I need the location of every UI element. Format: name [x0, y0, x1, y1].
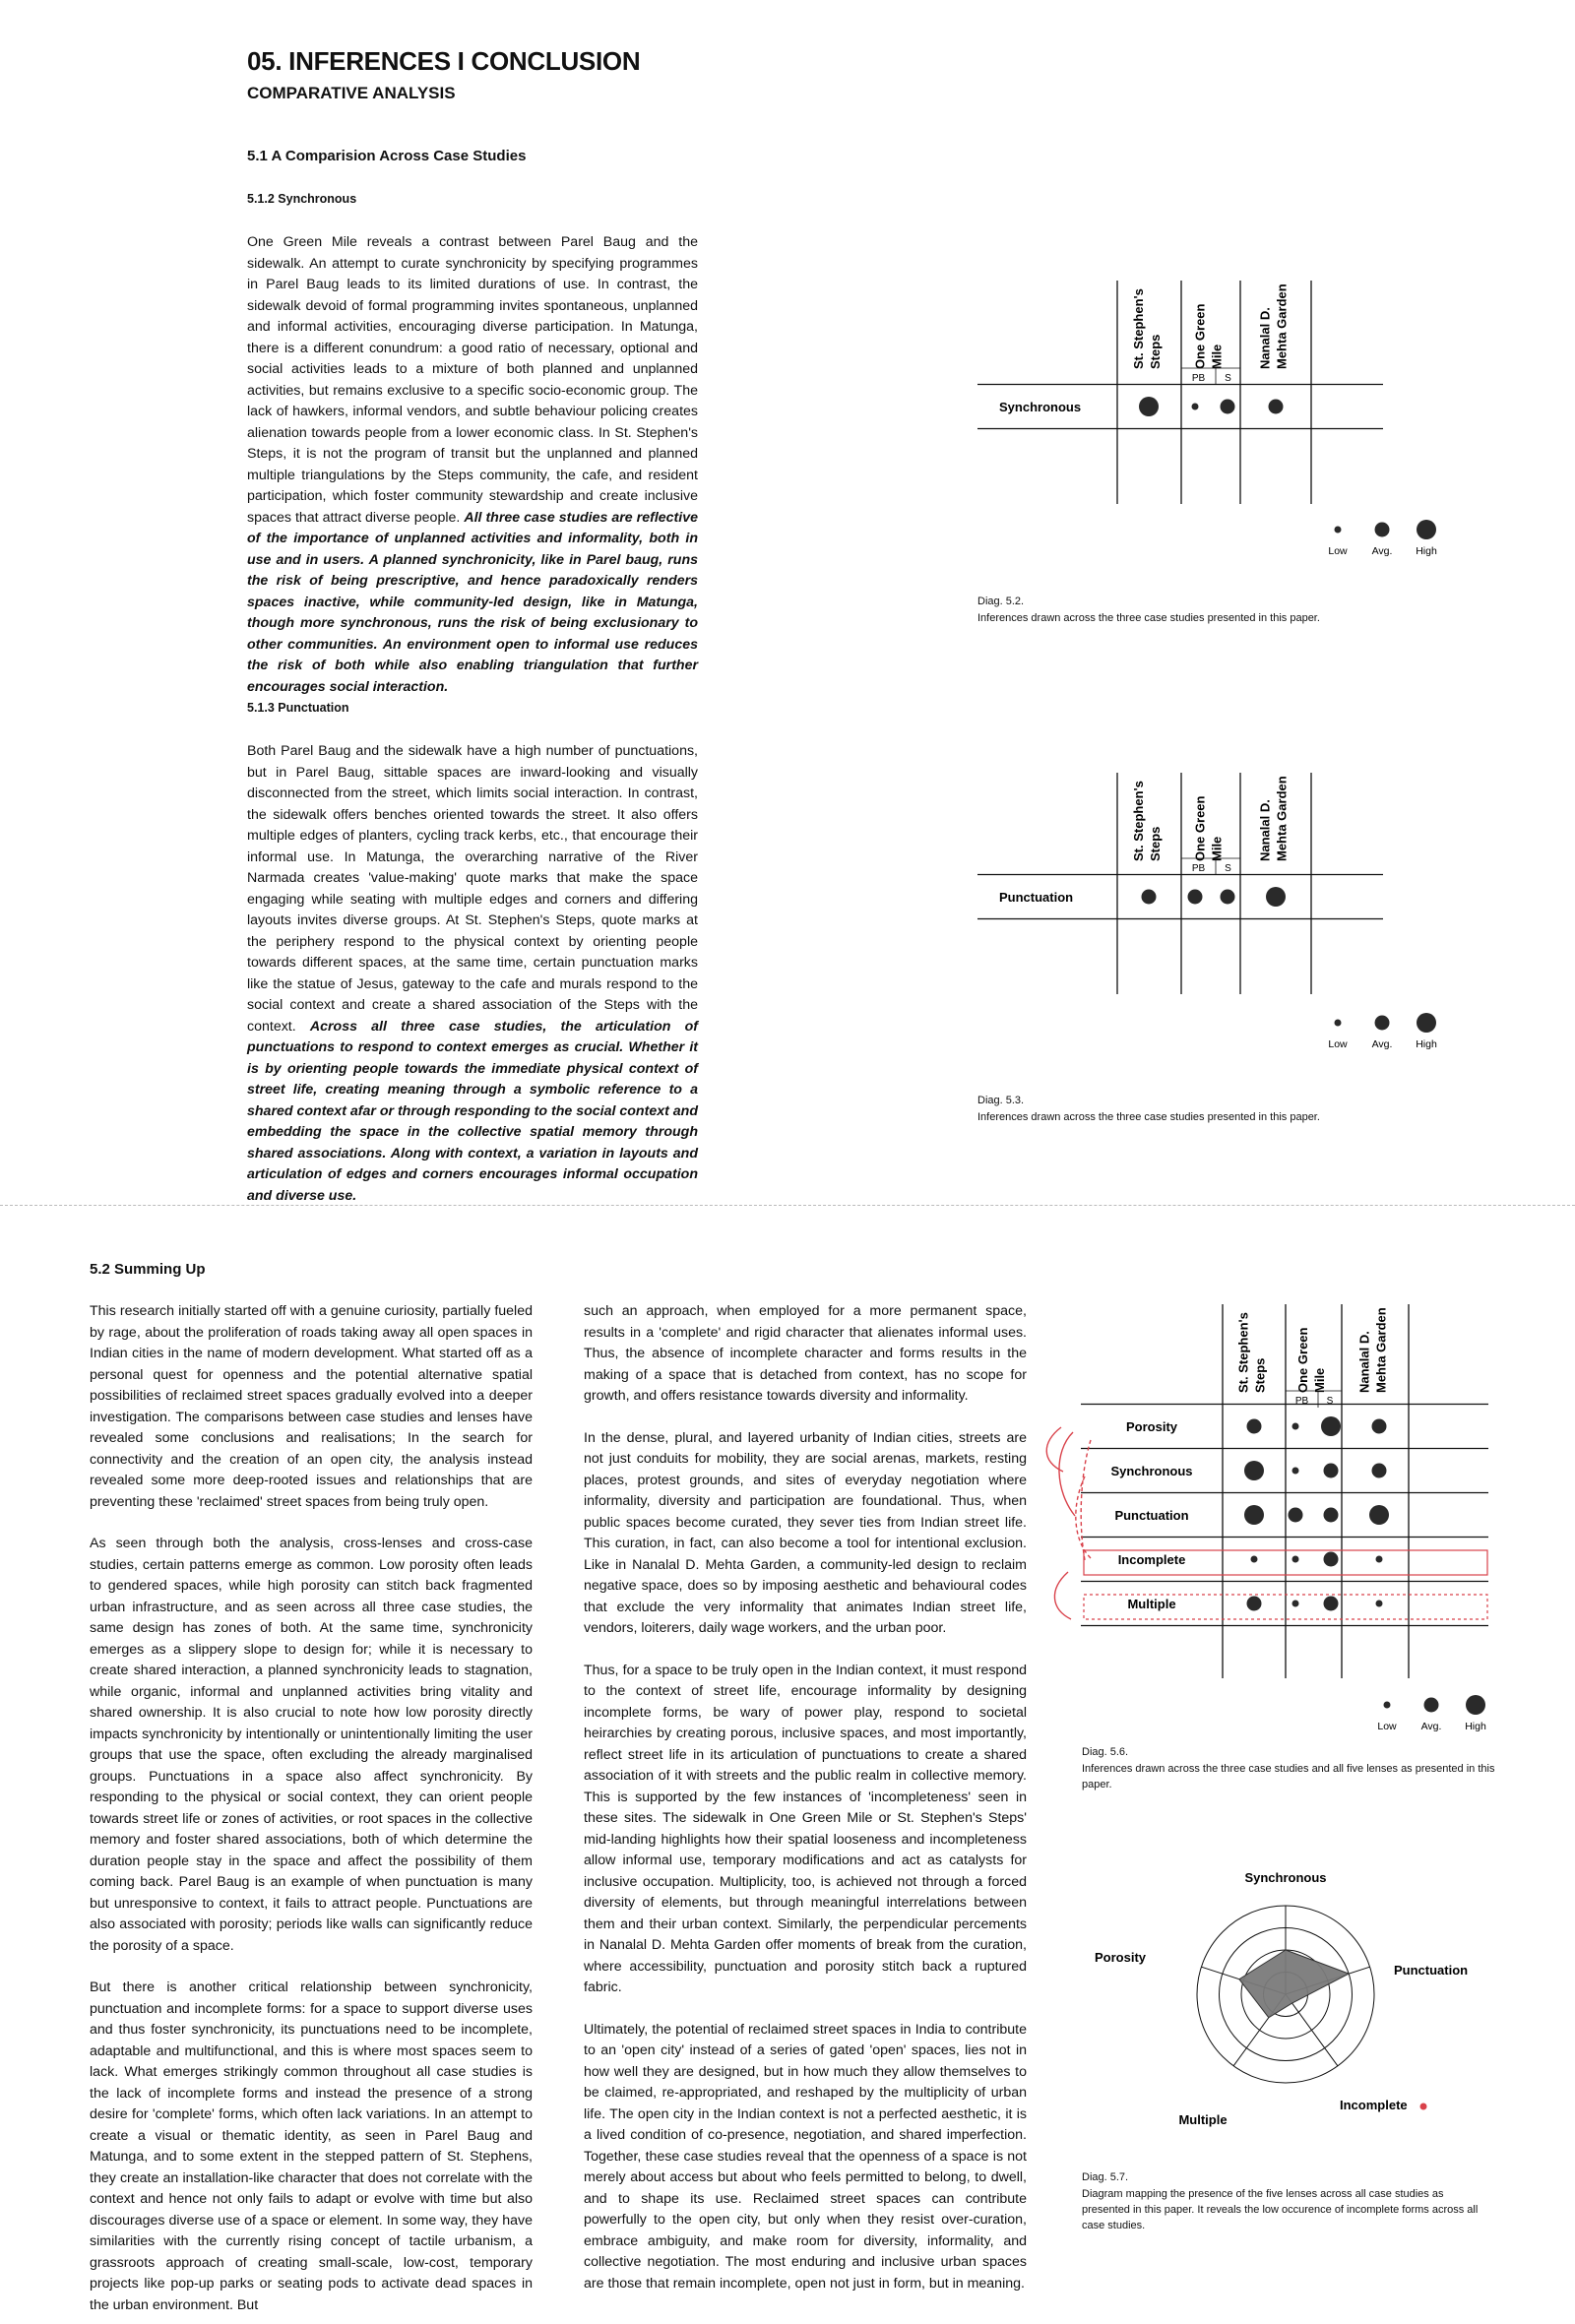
dot-synchronous-2	[1221, 400, 1235, 414]
row-label-synchronous: Synchronous	[999, 400, 1082, 414]
diag-5-3-matrix	[975, 763, 1437, 1058]
chapter-subtitle: COMPARATIVE ANALYSIS	[247, 84, 456, 102]
radar-area	[1239, 1950, 1349, 2018]
legend-dot-high	[1417, 1013, 1436, 1033]
dot-synchronous-1	[1292, 1468, 1299, 1475]
dot-punctuation-0	[1142, 890, 1157, 905]
col-one-green-mile-header: One Green	[1295, 1327, 1310, 1393]
col2-paragraph-1: such an approach, when employed for a more permanent space, results in a 'complete' and rigid character that alienates informal uses. Thus, the absence of incomplete character and forms results in the making of a space that is detached from context, has no scope for growth, and offers resistance towards diversity and informality.	[584, 1303, 1027, 1404]
legend-label-avg: Avg.	[1371, 545, 1393, 557]
summing-up-column-2	[584, 1301, 1027, 2294]
legend-dot-high	[1417, 520, 1436, 539]
dot-synchronous-0	[1139, 397, 1159, 416]
col1-paragraph-1: This research initially started off with a genuine curiosity, partially fueled by rage, about the proliferation of roads taking away all open spaces in Indian cities in the name of modern development. What started off as a personal quest for openness and the potential alternative spatial possibilities of reclaimed street spaces gradually evolved into a deeper investigation. The comparisons between case studies and lenses have revealed some conclusions and realisations; In the search for connectivity and the creation of an open city, the analysis instead revealed some more deep-rooted issues and relationships that are preventing these 'reclaimed' street spaces from being truly open.	[90, 1303, 533, 1510]
dot-punctuation-0	[1244, 1505, 1264, 1525]
dot-incomplete-2	[1324, 1552, 1339, 1567]
dot-synchronous-3	[1269, 400, 1284, 414]
diag-5-6-caption: Inferences drawn across the three case studies and all five lenses as presented in this paper.	[1082, 1763, 1495, 1790]
col-nanalal-garden-header: Mehta Garden	[1274, 776, 1290, 861]
synchronous-paragraph	[247, 232, 698, 698]
legend-dot-low	[1384, 1702, 1391, 1709]
dot-synchronous-0	[1244, 1461, 1264, 1480]
col-one-green-mile-header: Mile	[1209, 344, 1225, 369]
diag-5-7-caption: Diagram mapping the presence of the five lenses across all case studies as presented in this paper. It reveals the low occurence of incomplete forms across all case studies.	[1082, 2188, 1479, 2231]
sub-label-pb: PB	[1294, 1396, 1309, 1407]
dot-multiple-1	[1292, 1601, 1299, 1607]
diag-5-6-matrix	[1043, 1294, 1496, 1737]
diag-5-6-label: Diag. 5.6.	[1082, 1746, 1129, 1758]
col-st-stephens-header: St. Stephen's	[1235, 1312, 1251, 1393]
legend-label-avg: Avg.	[1420, 1721, 1442, 1732]
dot-incomplete-3	[1376, 1556, 1383, 1563]
dot-porosity-2	[1321, 1416, 1341, 1436]
dot-punctuation-3	[1266, 887, 1286, 907]
row-label-synchronous: Synchronous	[1110, 1464, 1193, 1478]
row-label-incomplete: Incomplete	[1117, 1552, 1186, 1567]
section-5-2-title: 5.2 Summing Up	[90, 1261, 206, 1278]
sub-label-pb: PB	[1191, 373, 1206, 384]
dot-synchronous-3	[1372, 1464, 1387, 1478]
radar-label-incomplete: Incomplete	[1340, 2098, 1408, 2112]
relation-arrow-0	[1046, 1427, 1063, 1472]
legend-label-avg: Avg.	[1371, 1038, 1393, 1050]
col-st-stephens-header: Steps	[1252, 1357, 1268, 1393]
dot-synchronous-2	[1324, 1464, 1339, 1478]
col-nanalal-garden-header: Mehta Garden	[1373, 1307, 1389, 1393]
diag-5-7-label: Diag. 5.7.	[1082, 2171, 1129, 2183]
dot-punctuation-1	[1188, 890, 1203, 905]
dot-multiple-2	[1324, 1597, 1339, 1611]
legend-dot-avg	[1375, 523, 1390, 537]
punctuation-paragraph	[247, 741, 698, 1207]
dot-porosity-3	[1372, 1419, 1387, 1434]
col-nanalal-garden-header: Nanalal D.	[1356, 1331, 1372, 1393]
col-st-stephens-header: Steps	[1148, 826, 1163, 861]
radar-label-porosity: Porosity	[1094, 1950, 1147, 1965]
dot-incomplete-1	[1292, 1556, 1299, 1563]
diag-5-7-radar	[1073, 1860, 1496, 2146]
row-label-punctuation: Punctuation	[999, 890, 1074, 905]
subsection-synchronous-heading: 5.1.2 Synchronous	[247, 192, 357, 206]
synchronous-text: One Green Mile reveals a contrast between Parel Baug and the sidewalk. An attempt to curate synchronicity by specifying programmes in Parel Baug leads to its limited durations of use. In contrast, the sidewalk devoid of formal programming invites spontaneous, unplanned and informal activities, encouraging diverse participation. In Matunga, there is a different conundrum: a good ratio of necessary, optional and social activities leads to a mixture of both planned and unplanned activities, but remains exclusive to a specific socio-economic group. The lack of hawkers, informal vendors, and subtle behaviour policing creates alienation towards people from a lower economic class. In St. Stephen's Steps, it is not the program of transit but the unplanned and planned multiple triangulations by the Steps community, the cafe, and resident participation, which foster community stewardship and create inclusive spaces that attract diverse people.	[247, 234, 698, 526]
radar-label-multiple: Multiple	[1178, 2112, 1228, 2127]
col1-paragraph-3: But there is another critical relationship between synchronicity, punctuation and incomplete forms: for a space to support diverse uses and thus foster synchronicity, its punctuations need to be incomplete, adaptable and multifunctional, and this is where most spaces seem to lack. What emerges strikingly common throughout all case studies is the lack of incomplete forms and instead the presence of a strong desire for 'complete' forms, which often lack variations. In an attempt to create a visual or thematic identity, as seen in Parel Baug and Matunga, and to some extent in the stepped pattern of St. Stephens, they create an installation-like character that does not correlate with the context and hence not only fails to adapt or evolve with time but also discourages diverse use of a space or element. In some way, they have similarities with the currently rising concept of tactile urbanism, a grassroots approach of creating small-scale, low-cost, temporary projects like pop-up parks or seating pods to activate dead spaces in the urban environment. But	[90, 1979, 533, 2313]
legend-label-high: High	[1465, 1721, 1486, 1732]
col-st-stephens-header: Steps	[1148, 334, 1163, 369]
legend-label-low: Low	[1328, 545, 1348, 557]
legend-label-low: Low	[1377, 1721, 1397, 1732]
col-nanalal-garden-header: Nanalal D.	[1257, 307, 1273, 369]
col-nanalal-garden-header: Mehta Garden	[1274, 283, 1290, 369]
row-label-punctuation: Punctuation	[1114, 1508, 1189, 1523]
page-divider	[0, 1205, 1575, 1206]
col-one-green-mile-header: Mile	[1312, 1367, 1327, 1393]
relation-arrow-1	[1059, 1432, 1075, 1516]
section-5-1-title: 5.1 A Comparision Across Case Studies	[247, 148, 527, 164]
col2-paragraph-3: Thus, for a space to be truly open in the Indian context, it must respond to the context of street life, encourage informality by designing incomplete forms, be wary of power play, respond to societal heirarchies by creating porous, inclusive spaces, and most importantly, reflect street life in its articulation of punctuations to create a shared association of it with streets and the public realm in collective memory. This is supported by the few instances of 'incompleteness' seen in these sites. The sidewalk in One Green Mile or St. Stephen's Steps' mid-landing highlights how their spatial looseness and incompleteness allow informal use, temporary modifications and act as catalysts for inclusive occupation. Multiplicity, too, is achieved not through a forced diversity of elements, but through meaningful interrelations between them and their urban context. Similarly, the perpendicular percements in Nanalal D. Mehta Garden offer moments of break from the curation, where accessibility, punctuation and porosity stitch back a ruptured fabric.	[584, 1662, 1027, 1995]
col-nanalal-garden-header: Nanalal D.	[1257, 799, 1273, 861]
sub-label-s: S	[1225, 863, 1231, 874]
row-label-porosity: Porosity	[1125, 1419, 1178, 1434]
subsection-punctuation-heading: 5.1.3 Punctuation	[247, 701, 349, 715]
incomplete-marker	[1420, 2104, 1427, 2110]
col-st-stephens-header: St. Stephen's	[1131, 288, 1146, 369]
relation-arrow-4	[1054, 1572, 1071, 1619]
col-one-green-mile-header: Mile	[1209, 836, 1225, 861]
sub-label-pb: PB	[1191, 863, 1206, 874]
col2-paragraph-2: In the dense, plural, and layered urbanity of Indian cities, streets are not just conduits for mobility, they are social arenas, markets, resting places, protest grounds, and sites of everyday negotiation where informality, diversity and participation are foundational. Thus, when public spaces become curated, they sever ties from Indian street life. This curation, in fact, can also become a tool for intentional exclusion. Like in Nanalal D. Mehta Garden, a community-led design to reclaim negative space, does so by imposing aesthetic and behavioural codes that exclude the very informality that animates Indian street life, vendors, loiterers, daily wage workers, and the urban poor.	[584, 1429, 1027, 1636]
sub-label-s: S	[1225, 373, 1231, 384]
chapter-title: 05. INFERENCES I CONCLUSION	[247, 46, 641, 76]
legend-label-high: High	[1416, 1038, 1437, 1050]
legend-label-high: High	[1416, 545, 1437, 557]
legend-label-low: Low	[1328, 1038, 1348, 1050]
legend-dot-avg	[1424, 1698, 1439, 1713]
radar-label-punctuation: Punctuation	[1394, 1963, 1469, 1978]
dot-punctuation-3	[1369, 1505, 1389, 1525]
legend-dot-low	[1335, 527, 1342, 534]
dot-punctuation-1	[1289, 1508, 1303, 1523]
punctuation-emphasis: Across all three case studies, the articulation of punctuations to respond to context emerges as crucial. Whether it is by orienting people towards the immediate physical context of street life, creating meaning through a symbolic reference to a shared context afar or through responding to the social context and embedding the space in the collective spatial memory through shared associations. Along with context, a variation in layouts and articulation of edges and corners encourages informal occupation and diverse use.	[247, 1018, 698, 1204]
row-label-multiple: Multiple	[1127, 1597, 1176, 1611]
dot-punctuation-2	[1221, 890, 1235, 905]
legend-dot-high	[1466, 1695, 1485, 1715]
dot-multiple-0	[1247, 1597, 1262, 1611]
col-st-stephens-header: St. Stephen's	[1131, 781, 1146, 861]
diag-5-3-caption: Inferences drawn across the three case studies presented in this paper.	[977, 1111, 1320, 1123]
summing-up-column-1	[90, 1301, 533, 2316]
col-one-green-mile-header: One Green	[1192, 303, 1208, 369]
diag-5-2-matrix	[975, 271, 1437, 566]
radar-label-synchronous: Synchronous	[1244, 1870, 1327, 1885]
dot-multiple-3	[1376, 1601, 1383, 1607]
sub-label-s: S	[1326, 1396, 1334, 1407]
legend-dot-avg	[1375, 1016, 1390, 1031]
col2-paragraph-4: Ultimately, the potential of reclaimed street spaces in India to contribute to an 'open city' instead of a series of gated 'open' spaces, lies not in how well they are designed, but in how much they allow themselves to be claimed, re-appropriated, and reshaped by the multiplicity of urban life. The open city in the Indian context is not a perfected aesthetic, it is a lived condition of co-presence, negotiation, and shared imperfection. Together, these case studies reveal that the openness of a space is not merely about access but about who feels permitted to belong, to dwell, and to shape its use. Reclaimed street spaces can contribute powerfully to the open city, but only when they resist over-curation, embrace ambiguity, and make room for diversity, informality, and collective negotiation. The most enduring and inclusive urban spaces are those that remain incomplete, open not just in form, but in meaning.	[584, 2021, 1027, 2292]
col1-paragraph-2: As seen through both the analysis, cross-lenses and cross-case studies, certain patterns emerge as common. Low porosity often leads to gendered spaces, while high porosity can stitch back fragmented urban infrastructure, and as seen across all three case studies, the same design has zones of both. At the same time, synchronicity emerges as a slippery slope to design for; while it is necessary to create shared interaction, a planned synchronicity leads to stagnation, while organic, informal and unplanned activities bring vitality and shared ownership. It is also crucial to note how low porosity directly impacts synchronicity by intentionally or unintentionally limiting the user groups that use the space, often excluding the already marginalised groups. Punctuations in a space also affect synchronicity. By responding to the physical or social context, they can orient people towards street life or zones of activities, or root spaces in the collective memory and foster shared associations, both of which determine the duration people stay in the space and affect the possibility of them coming back. Parel Baug is an example of when punctuation is many but unresponsive to context, it fails to attract people. Punctuations are also associated with porosity; periods like walls can significantly reduce the porosity of a space.	[90, 1536, 533, 1954]
dot-synchronous-1	[1192, 404, 1199, 410]
dot-porosity-0	[1247, 1419, 1262, 1434]
diag-5-2-caption: Inferences drawn across the three case studies presented in this paper.	[977, 612, 1320, 624]
col-one-green-mile-header: One Green	[1192, 795, 1208, 861]
synchronous-emphasis: All three case studies are reflective of the importance of unplanned activities and informality, both in use and in users. A planned synchronicity, like in Parel baug, runs the risk of being prescriptive, and hence paradoxically renders spaces inactive, while community-led design, like in Matunga, though more synchronous, runs the risk of being exclusionary to other communities. An environment open to informal use reduces the risk of both while also enabling triangulation that further encourages social interaction.	[247, 509, 698, 695]
legend-dot-low	[1335, 1020, 1342, 1027]
dot-porosity-1	[1292, 1423, 1299, 1430]
diag-5-3-label: Diag. 5.3.	[977, 1095, 1025, 1106]
dot-incomplete-0	[1251, 1556, 1258, 1563]
relation-arrow-2	[1081, 1440, 1091, 1560]
dot-punctuation-2	[1324, 1508, 1339, 1523]
punctuation-text: Both Parel Baug and the sidewalk have a high number of punctuations, but in Parel Baug, sittable spaces are inward-looking and visually disconnected from the street, which limits social interaction. In contrast, the sidewalk offers benches oriented towards the street. It also offers multiple edges of planters, cycling track kerbs, etc., that encourage their informal use. In Matunga, the overarching narrative of the River Narmada creates 'value-making' quote marks that make the space engaging while seating with multiple edges and corners and differing layouts invites diverse groups. At St. Stephen's Steps, quote marks at the periphery respond to the physical context by orienting people towards different spaces, at the same time, certain punctuation marks like the statue of Jesus, gateway to the cafe and murals respond to the social context and create a shared association of the Steps with the context.	[247, 743, 698, 1035]
diag-5-2-label: Diag. 5.2.	[977, 596, 1025, 607]
